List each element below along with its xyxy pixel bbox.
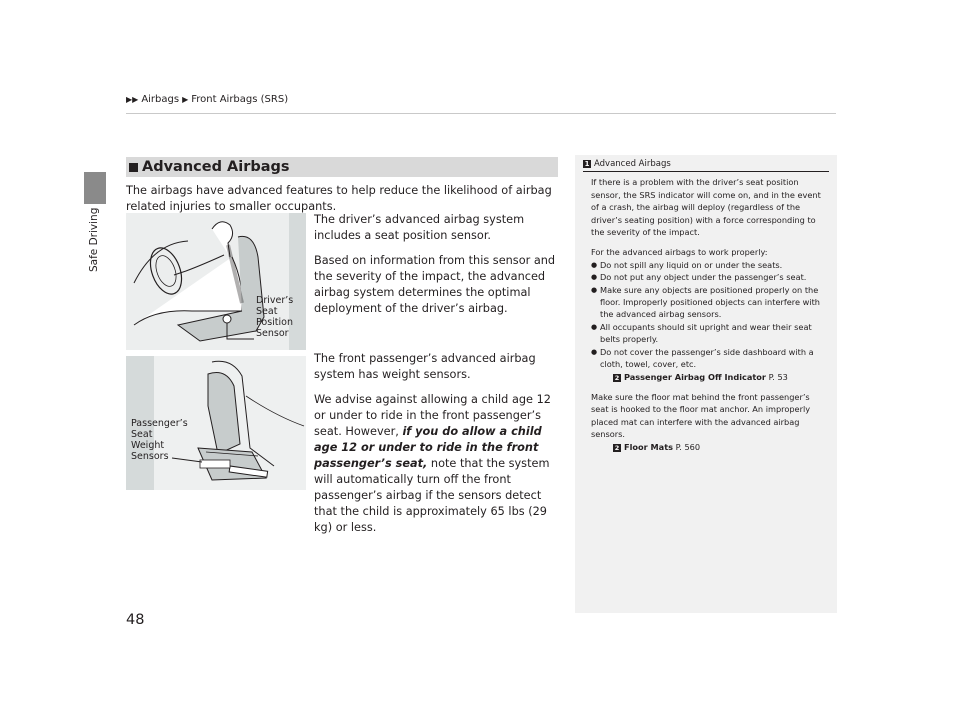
breadcrumb-arrow-icon: ▶ xyxy=(182,95,189,104)
child-warning-emphasis: if you do allow a child age 12 or under to ride in the front passenger’s seat, xyxy=(314,425,542,470)
list-item: ● Do not cover the passenger’s side dashboard with a cloth, towel, cover, etc. xyxy=(591,346,829,371)
xref-floor-mats[interactable]: 2 Floor Mats P. 560 xyxy=(614,441,701,452)
sidebar-bullet-list xyxy=(591,259,829,371)
sidebar-notes xyxy=(575,155,837,613)
chapter-label: Safe Driving xyxy=(88,207,100,272)
breadcrumb-item-airbags[interactable]: Airbags xyxy=(141,94,180,105)
breadcrumb xyxy=(126,94,288,105)
passenger-seat-illustration xyxy=(126,356,306,490)
section-square-icon xyxy=(129,163,138,172)
xref-passenger-airbag-off[interactable]: 2 Passenger Airbag Off Indicator P. 53 xyxy=(614,371,788,382)
driver-sensor-label: Driver’s Seat Position Sensor xyxy=(256,295,294,339)
sidebar-paragraph-1: If there is a problem with the driver’s seat position sensor, the SRS indicator will come on, and in the event of a crash, the airbag will deploy (regardless of the driver’s seating position) with a force corresponding to the severity of the impact. xyxy=(591,177,821,238)
list-item: ● Do not spill any liquid on or under the seats. xyxy=(591,259,829,271)
driver-paragraph-1: The driver’s advanced airbag system includes a seat position sensor. xyxy=(314,213,525,242)
passenger-description xyxy=(314,351,560,545)
reference-arrow-icon: 2 xyxy=(614,373,620,382)
passenger-sensors-label: Passenger’s Seat Weight Sensors xyxy=(131,418,188,462)
passenger-paragraph-1: The front passenger’s advanced airbag system has weight sensors. xyxy=(314,352,536,381)
list-item: ● All occupants should sit upright and wear their seat belts properly. xyxy=(591,321,829,346)
intro-paragraph: The airbags have advanced features to help reduce the likelihood of airbag related injuries to smaller occupants. xyxy=(126,184,552,213)
driver-description xyxy=(314,212,560,326)
driver-paragraph-2: Based on information from this sensor and the severity of the impact, the advanced airbag system determines the optimal deployment of the driver’s airbag. xyxy=(314,254,556,315)
sidebar-paragraph-2: Make sure the floor mat behind the front passenger’s seat is hooked to the floor mat anchor. An improperly placed mat can interfere with the advanced airbag sensors. xyxy=(591,391,811,440)
breadcrumb-item-front-airbags[interactable]: Front Airbags (SRS) xyxy=(191,94,289,105)
driver-seat-illustration xyxy=(126,213,306,350)
list-item: ● Do not put any object under the passenger’s seat. xyxy=(591,271,829,283)
section-header xyxy=(126,157,558,177)
chapter-tab xyxy=(84,172,106,204)
list-item: ● Make sure any objects are positioned properly on the floor. Improperly positioned objects can interfere with the advanced airbag sensors. xyxy=(591,284,829,321)
sidebar-work-heading: For the advanced airbags to work properly: xyxy=(591,247,768,258)
sidebar-heading: 1 Advanced Airbags xyxy=(583,158,829,172)
page-number: 48 xyxy=(126,612,145,628)
note-icon: 1 xyxy=(584,160,590,169)
header-divider xyxy=(126,113,836,114)
reference-arrow-icon: 2 xyxy=(614,443,620,452)
passenger-paragraph-2: We advise against allowing a child age 12 or under to ride in the front passenger’s seat. However, if you do allow a child age 12 or under to ride in the front passenger’s seat, note that the system will automatically turn off the front passenger’s airbag if the sensors detect that the child is approximately 65 lbs (29 kg) or less. xyxy=(314,393,551,534)
section-title: Advanced Airbags xyxy=(142,159,290,175)
breadcrumb-arrow-icon: ▶▶ xyxy=(126,95,139,104)
